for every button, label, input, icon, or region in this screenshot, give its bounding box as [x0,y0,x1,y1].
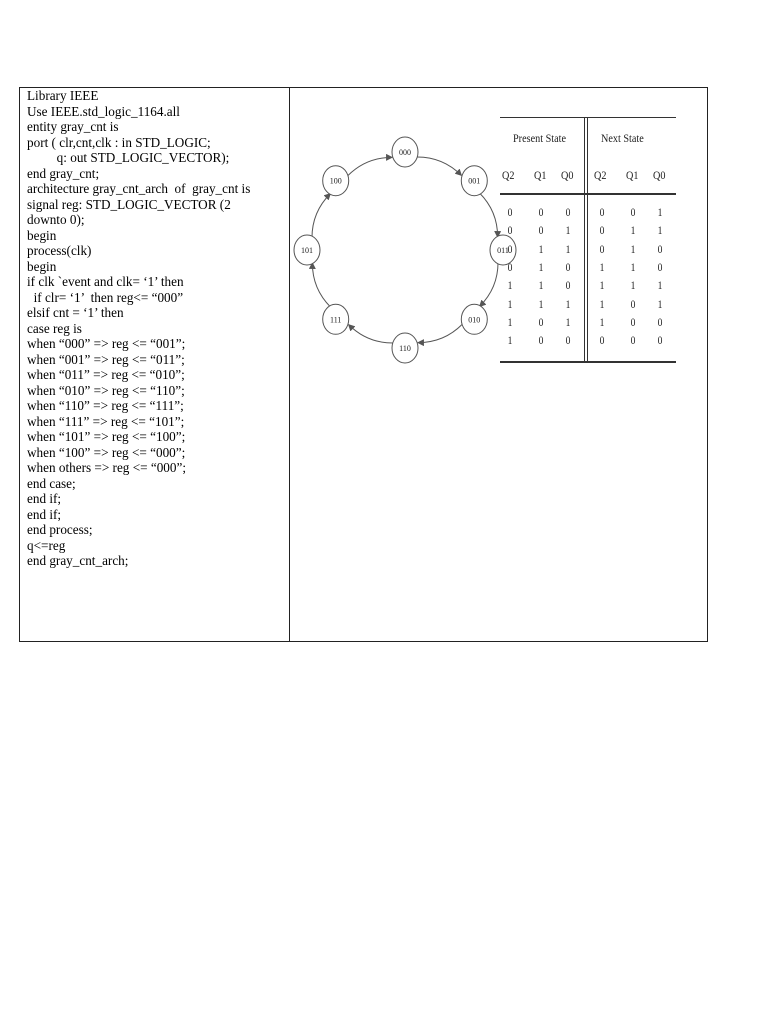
code-line: port ( clr,cnt,clk : in STD_LOGIC; [27,134,211,150]
state-node [294,235,320,265]
code-line: end process; [27,522,93,537]
code-line: when “111” => reg <= “101”; [27,413,185,429]
table-divider-left [584,117,585,363]
table-cell: 1 [507,333,513,348]
code-line: end if; [27,491,62,506]
code-line: when “110” => reg <= “111”; [27,398,184,413]
table-cell: 0 [507,205,513,219]
code-line: begin [27,227,57,243]
state-label: 001 [468,176,481,186]
frame-column-divider [289,87,290,642]
code-line: elsif cnt = ‘1’ then [27,305,124,320]
state-label: 000 [399,148,411,157]
table-divider-right [587,117,588,363]
column-header-next-q1: Q1 [626,168,639,182]
code-line: signal reg: STD_LOGIC_VECTOR (2 [27,196,231,212]
table-cell: 1 [630,223,636,238]
table-cell: 1 [599,278,605,293]
state-node [323,166,349,196]
state-table [500,117,676,363]
present-state-header: Present State [513,131,566,145]
table-cell: 0 [657,241,663,256]
code-line: Library IEEE [27,88,99,103]
table-header-rule [500,193,676,195]
state-label: 100 [329,176,342,186]
table-cell: 0 [565,333,571,348]
transition-arrow [349,325,393,343]
table-cell: 1 [599,314,605,329]
table-cell: 0 [657,314,663,329]
table-cell: 0 [538,223,544,238]
table-cell: 0 [538,205,544,219]
table-cell: 1 [657,278,663,293]
code-line: downto 0); [27,212,85,227]
table-cell: 1 [657,296,663,311]
transition-arrow [348,157,392,175]
transition-arrow [417,157,461,175]
column-header-present-q0: Q0 [561,168,574,182]
table-cell: 1 [538,278,544,293]
code-line: when “000” => reg <= “001”; [27,336,186,351]
code-line: begin [27,258,57,274]
column-header-next-q2: Q2 [594,168,607,182]
table-cell: 1 [630,241,636,256]
column-header-next-q0: Q0 [653,168,666,182]
state-node [461,166,487,196]
code-line: q<=reg [27,537,66,553]
table-cell: 0 [630,333,636,348]
table-cell: 1 [657,223,663,238]
code-line: end gray_cnt_arch; [27,553,129,568]
code-line: end if; [27,506,62,522]
frame-left-border [19,87,20,642]
code-line: when “001” => reg <= “011”; [27,351,185,367]
code-line: when “011” => reg <= “010”; [27,367,185,382]
state-label: 111 [330,315,342,325]
table-cell: 0 [507,259,513,274]
table-cell: 1 [507,314,513,329]
table-cell: 1 [565,314,571,329]
table-cell: 0 [599,205,605,219]
state-label: 110 [399,344,411,353]
table-cell: 0 [507,223,513,238]
code-line: when “101” => reg <= “100”; [27,429,186,444]
code-line: when others => reg <= “000”; [27,460,187,475]
state-label: 011 [497,246,509,255]
state-node [392,137,418,167]
table-cell: 1 [599,259,605,274]
table-cell: 0 [599,333,605,348]
table-cell: 0 [565,259,571,274]
table-cell: 0 [538,333,544,348]
vhdl-code-block [27,88,285,569]
table-cell: 1 [565,223,571,238]
state-label: 010 [468,315,481,325]
table-cell: 0 [565,278,571,293]
column-header-present-q1: Q1 [534,168,547,182]
transition-arrow [418,324,462,342]
next-state-header: Next State [601,131,644,145]
table-cell: 1 [630,278,636,293]
table-cell: 0 [657,259,663,274]
table-cell: 0 [630,314,636,329]
transition-arrow [480,262,498,306]
state-node [323,304,349,334]
table-cell: 0 [507,241,513,256]
transition-arrow [479,193,497,237]
transition-arrow [312,194,330,238]
table-bottom-rule [500,361,676,363]
code-line: when “010” => reg <= “110”; [27,382,185,398]
table-cell: 1 [507,278,513,293]
table-cell: 1 [538,241,544,256]
table-cell: 0 [630,205,636,219]
code-line: case reg is [27,320,82,336]
code-line: end case; [27,475,76,491]
code-line: end gray_cnt; [27,165,100,181]
state-node [392,333,418,363]
table-cell: 0 [538,314,544,329]
state-label: 101 [301,246,313,255]
table-cell: 0 [599,223,605,238]
code-line: process(clk) [27,243,92,258]
table-cell: 1 [630,259,636,274]
table-cell: 0 [565,205,571,219]
column-header-present-q2: Q2 [502,168,515,182]
table-cell: 1 [565,296,571,311]
code-line: Use IEEE.std_logic_1164.all [27,103,180,119]
code-line: q: out STD_LOGIC_VECTOR); [27,150,230,165]
table-cell: 1 [507,296,513,311]
table-cell: 0 [599,241,605,256]
table-cell: 0 [630,296,636,311]
code-line: architecture gray_cnt_arch of gray_cnt is [27,181,251,196]
frame-right-border [707,87,708,642]
transition-arrow [312,263,330,307]
frame-bottom-border [19,641,708,642]
table-cell: 0 [657,333,663,348]
table-cell: 1 [565,241,571,256]
table-cell: 1 [538,296,544,311]
code-line: entity gray_cnt is [27,119,119,134]
table-top-rule [500,117,676,118]
code-line: when “100” => reg <= “000”; [27,444,186,460]
table-cell: 1 [599,296,605,311]
state-node [461,304,487,334]
code-line: if clr= ‘1’ then reg<= “000” [27,289,184,305]
table-cell: 1 [657,205,663,219]
code-line: if clk `event and clk= ‘1’ then [27,274,184,289]
table-cell: 1 [538,259,544,274]
